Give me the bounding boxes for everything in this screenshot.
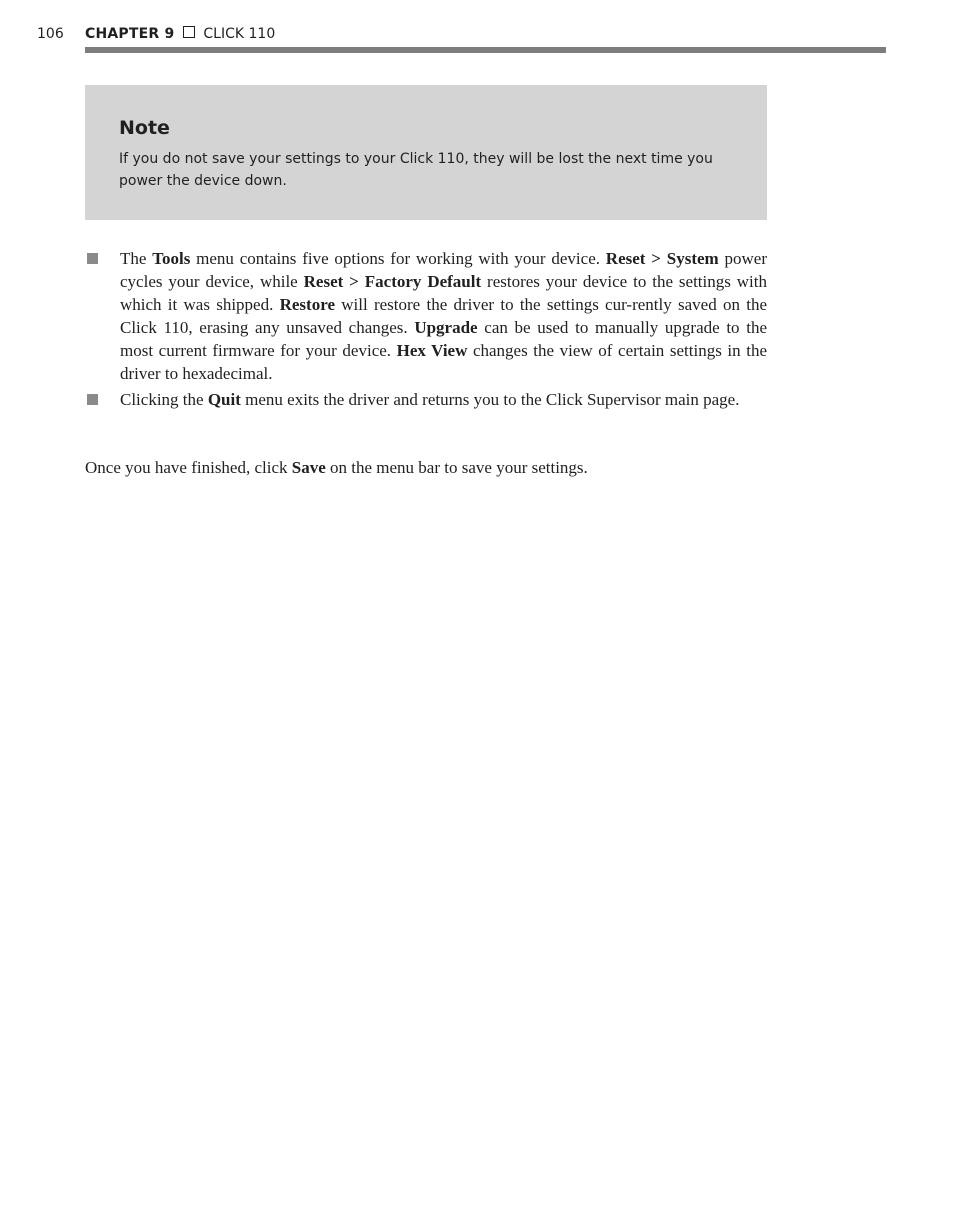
note-title: Note bbox=[119, 117, 170, 139]
term-system: System bbox=[666, 249, 719, 268]
term-quit: Quit bbox=[207, 390, 241, 409]
running-head bbox=[85, 26, 275, 42]
list-item: The Tools menu contains five options for working with your device. Reset > System power cycles your device, while Reset > Factory Default restores your device to the settings with which it was shipped. Restore will restore the driver to the settings cur-rently saved on the Click 110, erasing any unsaved changes. Upgrade can be used to manually upgrade to the most current firmware for your device. Hex View changes the view of certain settings in the driver to hexadecimal. bbox=[85, 247, 767, 385]
section-label: CLICK 110 bbox=[203, 26, 276, 42]
list-item: Clicking the Quit menu exits the driver and returns you to the Click Supervisor main page. bbox=[85, 388, 767, 411]
note-text: If you do not save your settings to your Click 110, they will be lost the next time you power the device down. bbox=[119, 151, 713, 189]
term-factory-default: Factory Default bbox=[364, 272, 482, 291]
bullet-list bbox=[85, 247, 767, 414]
term-upgrade: Upgrade bbox=[414, 318, 478, 337]
closing-paragraph: Once you have finished, click Save on the menu bar to save your settings. bbox=[85, 458, 588, 477]
chapter-label: CHAPTER 9 bbox=[85, 26, 175, 42]
term-hex-view: Hex View bbox=[396, 341, 468, 360]
term-reset: Reset bbox=[605, 249, 646, 268]
term-tools: Tools bbox=[152, 249, 191, 268]
header-rule bbox=[85, 47, 886, 53]
note-box bbox=[85, 85, 767, 220]
term-reset: Reset bbox=[303, 272, 344, 291]
separator-box-icon bbox=[183, 26, 195, 38]
term-restore: Restore bbox=[279, 295, 335, 314]
term-save: Save bbox=[291, 458, 326, 477]
bullet-square-icon bbox=[87, 253, 98, 264]
bullet-square-icon bbox=[87, 394, 98, 405]
page-number: 106 bbox=[37, 26, 64, 42]
